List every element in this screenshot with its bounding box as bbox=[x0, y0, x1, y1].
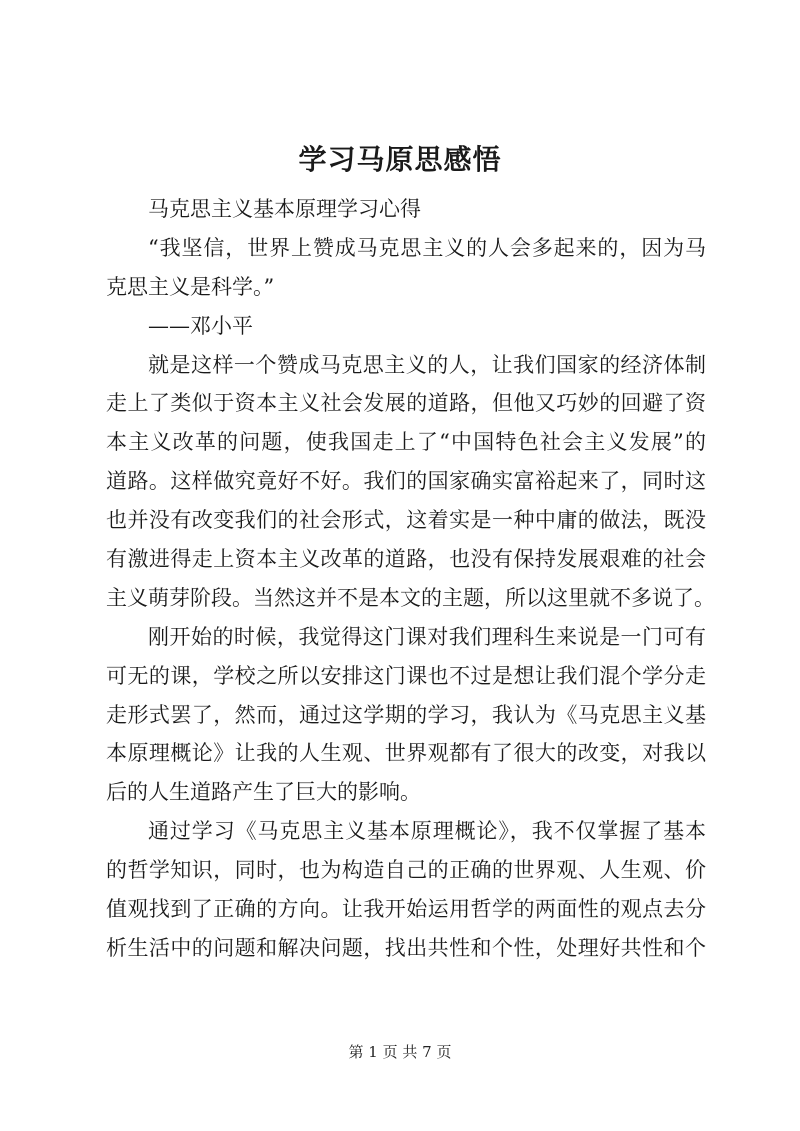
paragraph-line: 析生活中的问题和解决问题，找出共性和个性，处理好共性和个 bbox=[106, 935, 706, 960]
paragraph-line: 有激进得走上资本主义改革的道路，也没有保持发展艰难的社会 bbox=[106, 547, 706, 572]
paragraph-line: 走上了类似于资本主义社会发展的道路，但他又巧妙的回避了资 bbox=[106, 391, 706, 416]
paragraph-line: 的哲学知识，同时，也为构造自己的正确的世界观、人生观、价 bbox=[106, 858, 706, 883]
paragraph-line: 值观找到了正确的方向。让我开始运用哲学的两面性的观点去分 bbox=[106, 897, 706, 922]
paragraph-line: 也并没有改变我们的社会形式，这着实是一种中庸的做法，既没 bbox=[106, 508, 706, 533]
paragraph-line: 本原理概论》让我的人生观、世界观都有了很大的改变，对我以 bbox=[106, 741, 706, 766]
quote-attribution: ——邓小平 bbox=[148, 313, 253, 338]
paragraph-line: 主义萌芽阶段。当然这并不是本文的主题，所以这里就不多说了。 bbox=[106, 585, 715, 610]
page-number-footer: 第 1 页 共 7 页 bbox=[348, 1043, 452, 1061]
paragraph-line: 可无的课，学校之所以安排这门课也不过是想让我们混个学分走 bbox=[106, 663, 706, 688]
paragraph-line: 刚开始的时候，我觉得这门课对我们理科生来说是一门可有 bbox=[148, 624, 706, 649]
quote-line: “我坚信，世界上赞成马克思主义的人会多起来的，因为马 bbox=[148, 235, 706, 260]
subtitle-line: 马克思主义基本原理学习心得 bbox=[148, 197, 421, 221]
quote-line: 克思主义是科学。” bbox=[106, 274, 275, 299]
document-body bbox=[106, 190, 715, 968]
document-title: 学习马原思感悟 bbox=[298, 143, 502, 176]
paragraph-line: 走形式罢了，然而，通过这学期的学习，我认为《马克思主义基 bbox=[106, 702, 706, 727]
paragraph-line: 就是这样一个赞成马克思主义的人，让我们国家的经济体制 bbox=[148, 352, 706, 377]
paragraph-line: 后的人生道路产生了巨大的影响。 bbox=[106, 780, 421, 805]
paragraph-line: 通过学习《马克思主义基本原理概论》，我不仅掌握了基本 bbox=[148, 819, 706, 844]
paragraph-line: 道路。这样做究竟好不好。我们的国家确实富裕起来了，同时这 bbox=[106, 469, 706, 494]
paragraph-line: 本主义改革的问题，使我国走上了“中国特色社会主义发展”的 bbox=[106, 430, 706, 455]
